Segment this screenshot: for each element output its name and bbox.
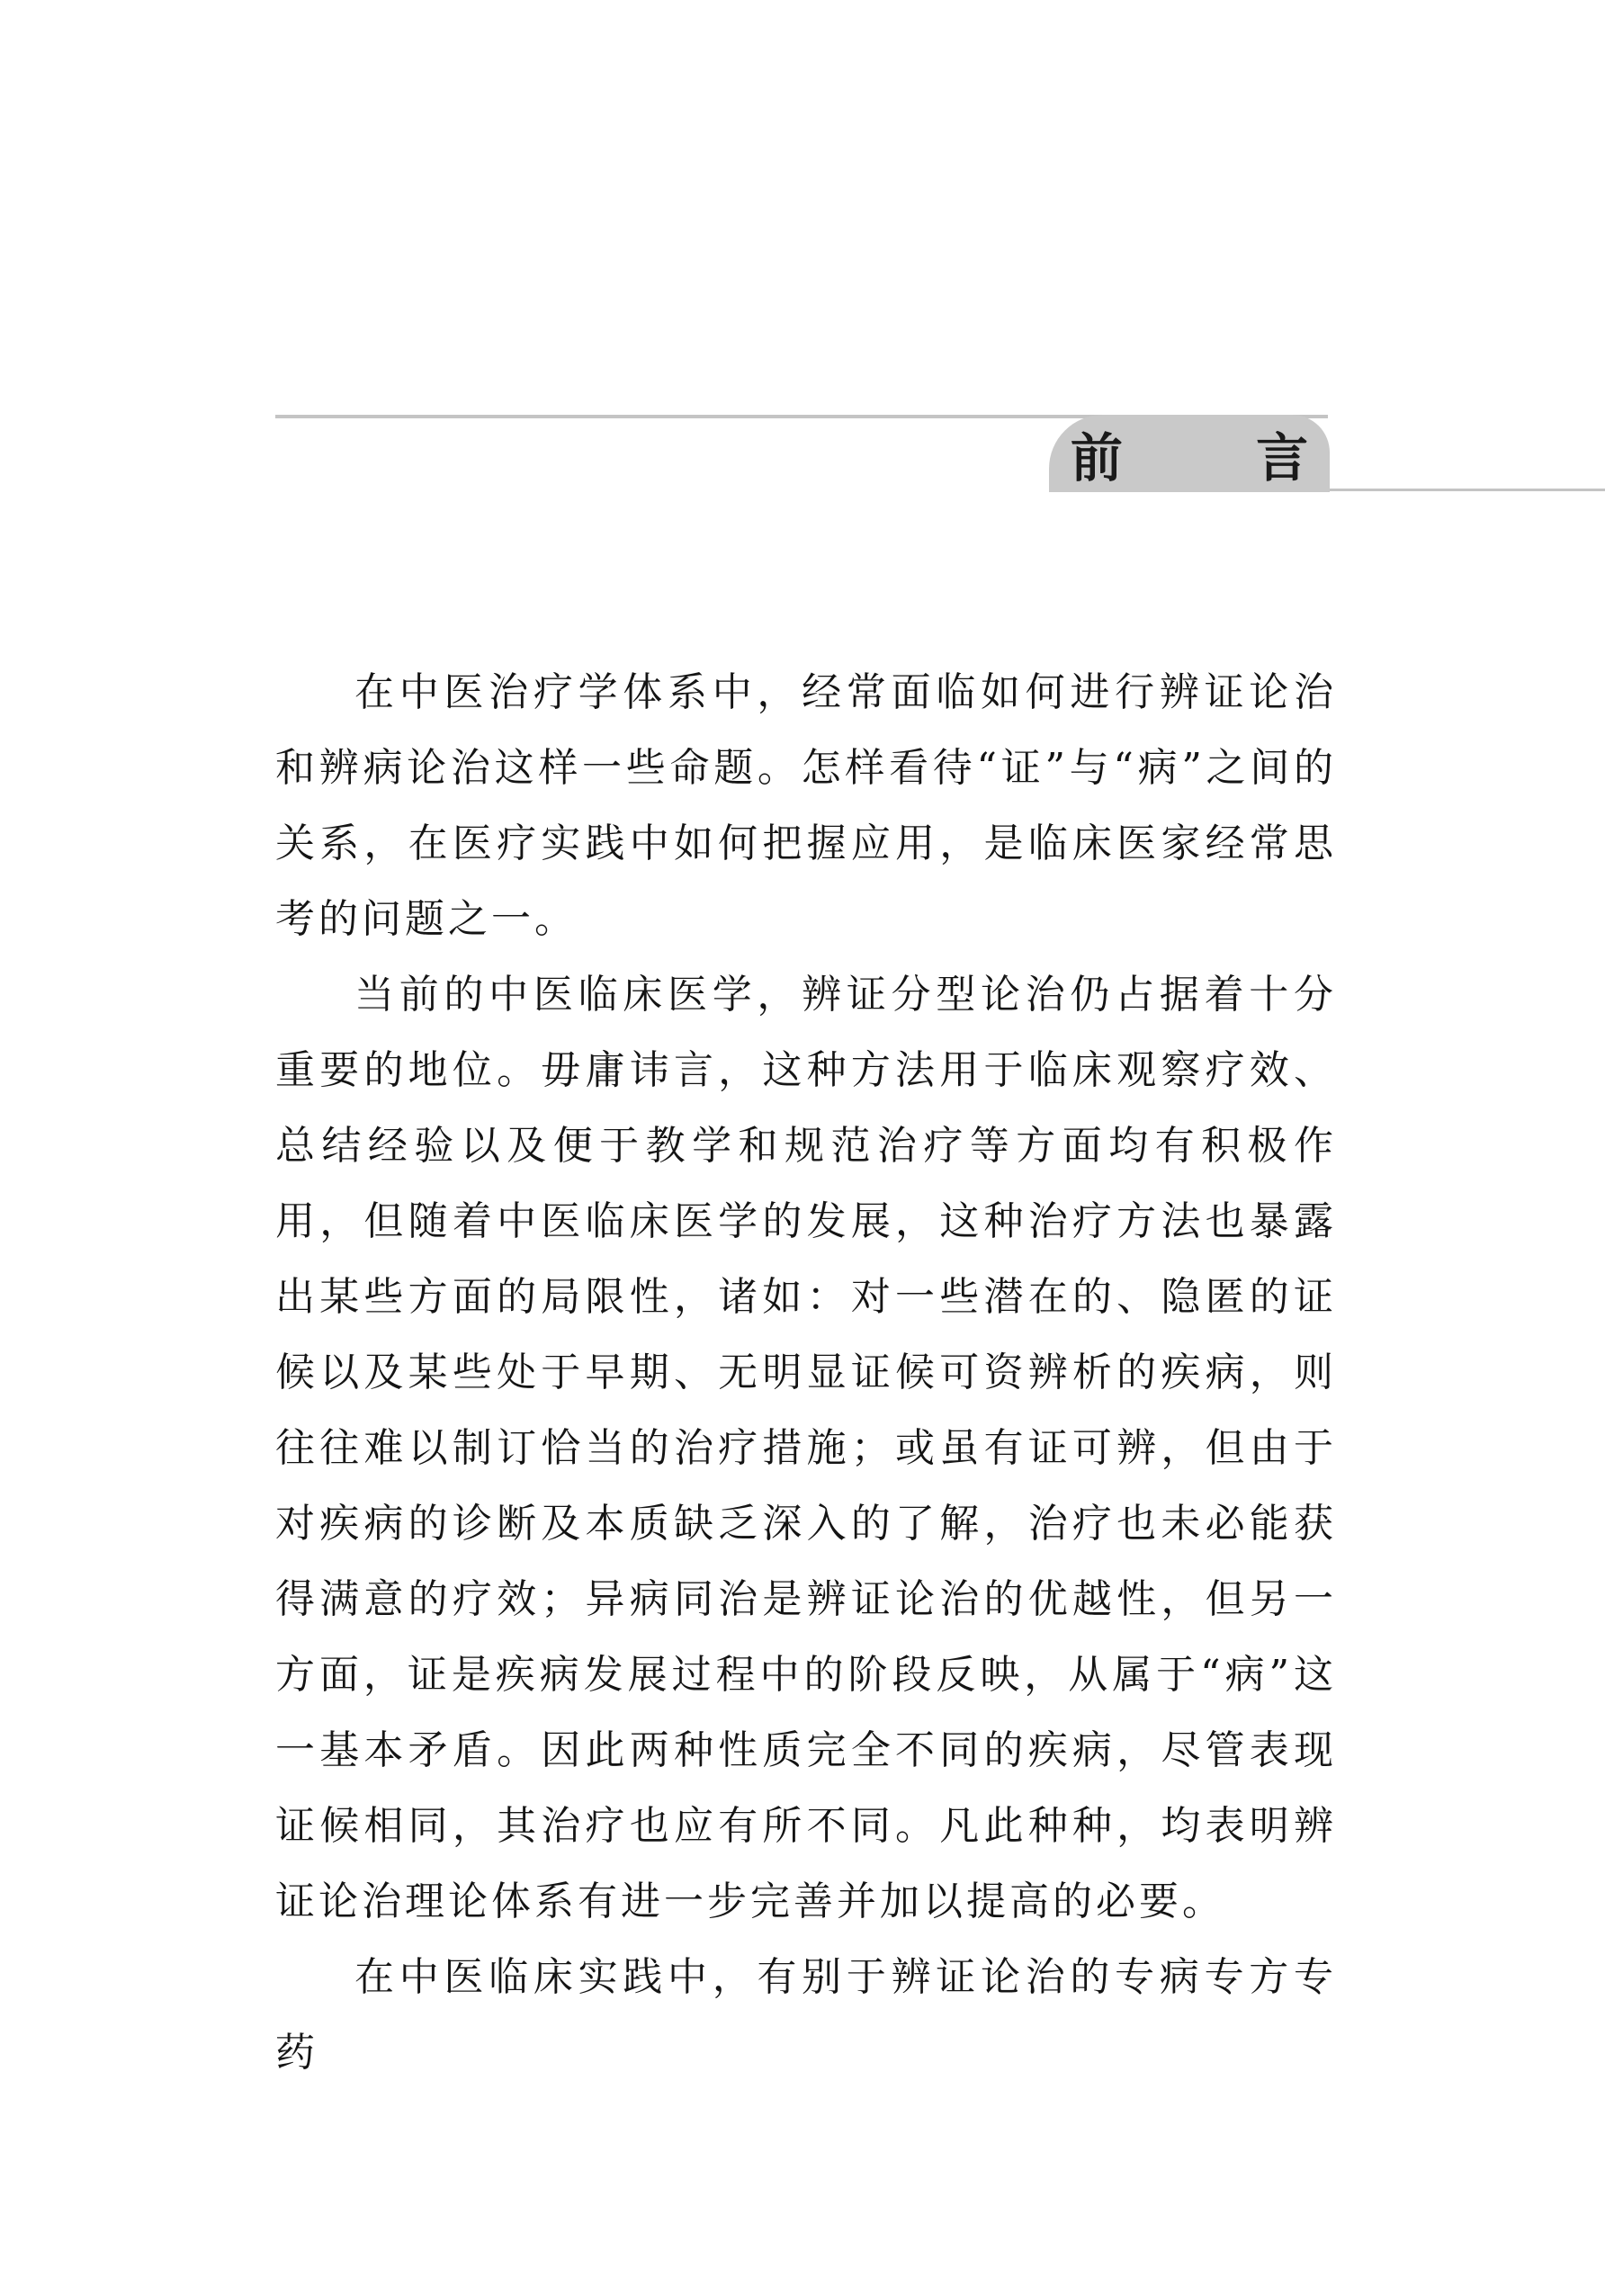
header-rule-bottom [1330, 489, 1605, 491]
paragraph-3: 在中医临床实践中，有别于辨证论治的专病专方专药 [275, 1954, 1337, 2076]
page-title: 前 言 [1070, 427, 1367, 489]
body-text [275, 655, 1337, 2091]
paragraph-2: 当前的中医临床医学，辨证分型论治仍占据着十分重要的地位。毋庸讳言，这种方法用于临床观察疗效、总结经验以及便于教学和规范治疗等方面均有积极作用，但随着中医临床医学的发展，这种治疗方法也暴露出某些方面的局限性，诸如：对一些潜在的、隐匿的证候以及某些处于早期、无明显证候可资辨析的疾病，则往往难以制订恰当的治疗措施；或虽有证可辨，但由于对疾病的诊断及本质缺乏深入的了解，治疗也未必能获得满意的疗效；异病同治是辨证论治的优越性，但另一方面，证是疾病发展过程中的阶段反映，从属于“病”这一基本矛盾。因此两种性质完全不同的疾病，尽管表现证候相同，其治疗也应有所不同。凡此种种，均表明辨证论治理论体系有进一步完善并加以提高的必要。 [275, 972, 1337, 1924]
paragraph-1: 在中医治疗学体系中，经常面临如何进行辨证论治和辨病论治这样一些命题。怎样看待“证”与“病”之间的关系，在医疗实践中如何把握应用，是临床医家经常思考的问题之一。 [275, 669, 1337, 942]
title-tab [1049, 415, 1367, 492]
